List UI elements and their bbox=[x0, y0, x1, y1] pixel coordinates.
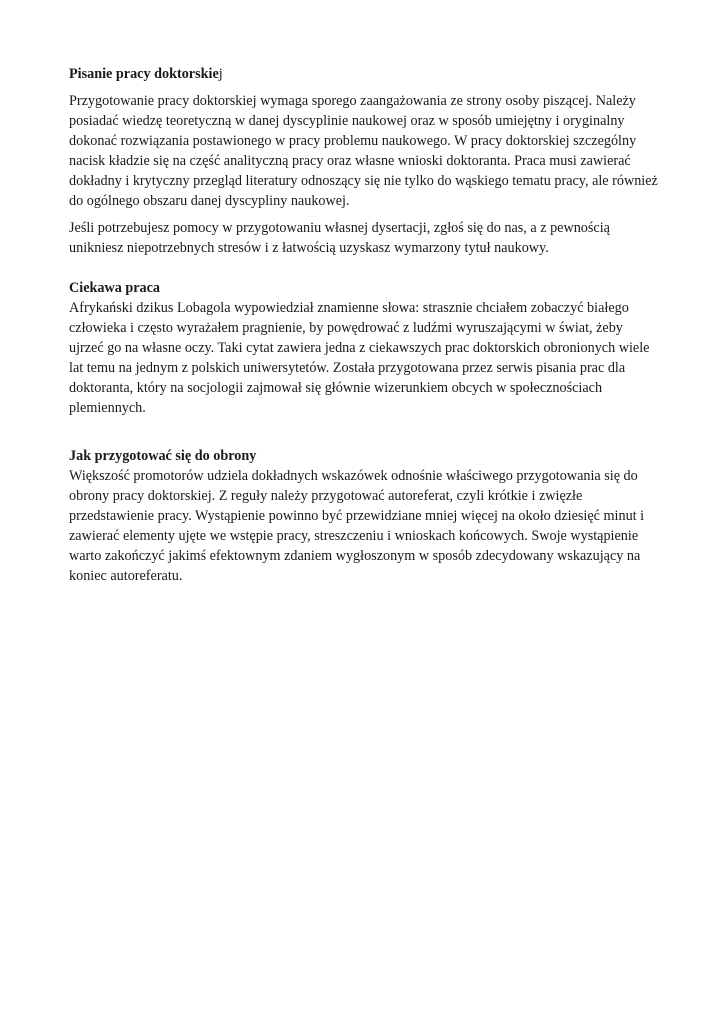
section-heading: Jak przygotować się do obrony bbox=[69, 448, 257, 464]
section-body: Większość promotorów udziela dokładnych wskazówek odnośnie właściwego przygotowania się do obrony pracy doktorskiej. Z reguły należy przygotować autoreferat, czyli krótkie i zwięzłe przedstawienie pracy. Wystąpienie powinno być przewidziane mniej więcej na około dziesięć minut i zawierać elementy ujęte we wstępie pracy, streszczeniu i wnioskach końcowych. Swoje wystąpienie warto zakończyć jakimś efektownym zdaniem wygłoszonym w sposób zdecydowany wskazujący na koniec autoreferatu. bbox=[69, 468, 645, 584]
section-ciekawa-praca bbox=[69, 278, 659, 418]
section-heading: Ciekawa praca bbox=[69, 280, 161, 296]
intro-paragraph: Przygotowanie pracy doktorskiej wymaga sporego zaangażowania ze strony osoby piszącej. Należy posiadać wiedzę teoretyczną w danej dyscyplinie naukowej oraz w sposób umiejętny i oryginalny dokonać rozwiązania postawionego w pracy problemu naukowego. W pracy doktorskiej szczególny nacisk kładzie się na część analityczną pracy oraz własne wnioski doktoranta. Praca musi zawierać dokładny i krytyczny przegląd literatury odnoszący się nie tylko do wąskiego tematu pracy, ale również do ogólnego obszaru danej dyscypliny naukowej. bbox=[69, 93, 658, 209]
section-body: Afrykański dzikus Lobagola wypowiedział znamienne słowa: strasznie chciałem zobaczyć białego człowieka i często wyrażałem pragnienie, by powędrować z ludźmi wyruszającymi w świat, żeby ujrzeć go na własne oczy. Taki cytat zawiera jedna z ciekawszych prac doktorskich obronionych wiele lat temu na jednym z polskich uniwersytetów. Została przygotowana przez serwis pisania prac dla doktoranta, który na socjologii zajmował się głównie wizerunkiem obcych w społecznościach plemiennych. bbox=[69, 300, 650, 416]
document-title bbox=[69, 64, 659, 84]
intro-paragraph: Jeśli potrzebujesz pomocy w przygotowaniu własnej dysertacji, zgłoś się do nas, a z pewnością unikniesz niepotrzebnych stresów i z łatwością uzyskasz wymarzony tytuł naukowy. bbox=[69, 220, 610, 256]
document-title-rest: j bbox=[218, 66, 223, 82]
section-jak-przygotowac bbox=[69, 446, 659, 586]
document-title-bold: Pisanie pracy doktorskie bbox=[69, 66, 219, 82]
document-page bbox=[69, 64, 659, 586]
